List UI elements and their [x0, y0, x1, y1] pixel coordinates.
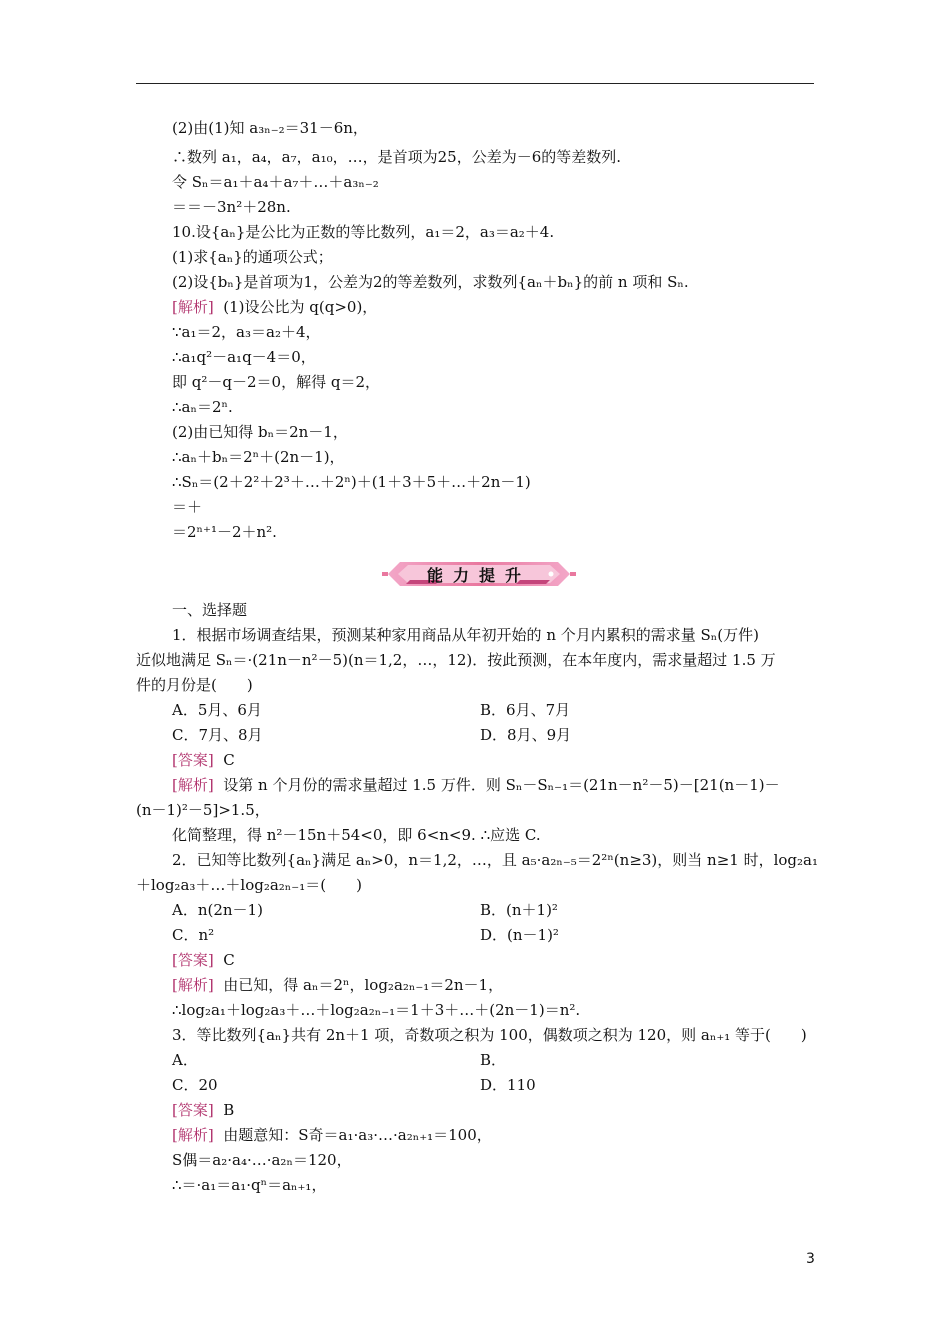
answer-tag: [答案]: [172, 751, 214, 769]
text-line: 令 Sₙ＝a₁＋a₄＋a₇＋…＋a₃ₙ₋₂: [172, 173, 379, 191]
text-line: ∴aₙ＋bₙ＝2ⁿ＋(2n－1)，: [172, 448, 345, 466]
banner-title: 能力提升: [426, 566, 531, 585]
text-line: ＝＋: [172, 498, 203, 516]
option-c: C．7月、8月: [172, 726, 263, 744]
answer-value: B: [223, 1101, 235, 1119]
question-3-line: 3．等比数列{aₙ}共有 2n＋1 项，奇数项之积为 100，偶数项之积为 120，则 aₙ₊₁ 等于( ): [172, 1026, 807, 1044]
analysis-tag: [解析]: [172, 298, 214, 316]
option-a: A．5月、6月: [172, 701, 262, 719]
analysis-tag: [解析]: [172, 1126, 214, 1144]
text: 由已知，得 aₙ＝2ⁿ，log₂a₂ₙ₋₁＝2n－1，: [223, 976, 504, 994]
option-a: A．n(2n－1): [172, 901, 263, 919]
question-2-line: ＋log₂a₃＋…＋log₂a₂ₙ₋₁＝( ): [136, 876, 362, 894]
text-line: ∵a₁＝2，a₃＝a₂＋4，: [172, 323, 321, 341]
analysis-line: [172, 1125, 492, 1145]
option-c: C．20: [172, 1076, 218, 1094]
question-10-stem: 10.设{aₙ}是公比为正数的等比数列，a₁＝2，a₃＝a₂＋4.: [172, 223, 555, 241]
analysis-tag: [解析]: [172, 776, 214, 794]
question-1-options-row: [172, 725, 822, 745]
answer-tag: [答案]: [172, 951, 214, 969]
text-line: ∴a₁q²－a₁q－4＝0，: [172, 348, 316, 366]
text-line: S偶＝a₂·a₄·…·a₂ₙ＝120，: [172, 1151, 352, 1169]
header-rule: [136, 83, 814, 84]
text: 由题意知：S奇＝a₁·a₃·…·a₂ₙ₊₁＝100，: [223, 1126, 492, 1144]
analysis-line: [172, 297, 377, 317]
page-number: 3: [806, 1251, 815, 1267]
analysis-tag: [解析]: [172, 976, 214, 994]
text-line: (1)求{aₙ}的通项公式；: [172, 248, 333, 266]
text-line: ∴数列 a₁，a₄，a₇，a₁₀，…，是首项为25，公差为－6的等差数列.: [172, 148, 622, 166]
question-2-options-row: [172, 900, 822, 920]
answer-line: [172, 950, 235, 970]
question-1-line: 近似地满足 Sₙ＝·(21n－n²－5)(n＝1,2，…，12)．按此预测，在本年度内，需求量超过 1.5 万: [136, 651, 776, 669]
option-d: D．(n－1)²: [480, 926, 559, 944]
option-a: A．: [172, 1051, 198, 1069]
analysis-line: [172, 775, 780, 795]
option-d: D．8月、9月: [480, 726, 572, 744]
text: 设第 n 个月份的需求量超过 1.5 万件．则 Sₙ－Sₙ₋₁＝(21n－n²－5)－[21(n－1)－: [223, 776, 780, 794]
question-1-options-row: [172, 700, 822, 720]
answer-value: C: [223, 751, 235, 769]
section-title: 一、选择题: [172, 601, 248, 619]
text-line: (2)设{bₙ}是首项为1，公差为2的等差数列，求数列{aₙ＋bₙ}的前 n 项和 Sₙ.: [172, 273, 689, 291]
option-c: C．n²: [172, 926, 215, 944]
option-b: B．: [480, 1051, 507, 1069]
text-line: (n－1)²－5]>1.5，: [136, 801, 270, 819]
text-line: (2)由(1)知 a₃ₙ₋₂＝31－6n，: [172, 119, 368, 137]
option-d: D．110: [480, 1076, 536, 1094]
text-line: ∴log₂a₁＋log₂a₃＋…＋log₂a₂ₙ₋₁＝1＋3＋…＋(2n－1)＝n².: [172, 1001, 581, 1019]
section-banner: [380, 560, 578, 588]
text-line: 即 q²－q－2＝0，解得 q＝2，: [172, 373, 380, 391]
question-1-line: 件的月份是( ): [136, 676, 253, 694]
answer-line: [172, 1100, 234, 1120]
question-3-options-row: [172, 1050, 822, 1070]
option-b: B．6月、7月: [480, 701, 571, 719]
text: (1)设公比为 q(q>0)，: [223, 298, 378, 316]
analysis-line: [172, 975, 503, 995]
answer-tag: [答案]: [172, 1101, 214, 1119]
question-3-options-row: [172, 1075, 822, 1095]
text-line: ∴＝·a₁＝a₁·qⁿ＝aₙ₊₁，: [172, 1176, 327, 1194]
question-1-line: 1．根据市场调查结果，预测某种家用商品从年初开始的 n 个月内累积的需求量 Sₙ(万件): [172, 626, 759, 644]
text-line: ∴Sₙ＝(2＋2²＋2³＋…＋2ⁿ)＋(1＋3＋5＋…＋2n－1): [172, 473, 531, 491]
text-line: 化简整理，得 n²－15n＋54<0，即 6<n<9. ∴应选 C.: [172, 826, 541, 844]
text-line: ＝2ⁿ⁺¹－2＋n².: [172, 523, 277, 541]
text-line: ∴aₙ＝2ⁿ.: [172, 398, 233, 416]
text-line: ＝＝－3n²＋28n.: [172, 198, 291, 216]
question-2-line: 2．已知等比数列{aₙ}满足 aₙ>0，n＝1,2，…，且 a₅·a₂ₙ₋₅＝2²ⁿ(n≥3)，则当 n≥1 时，log₂a₁: [172, 851, 818, 869]
option-b: B．(n＋1)²: [480, 901, 558, 919]
text-line: (2)由已知得 bₙ＝2n－1，: [172, 423, 348, 441]
question-2-options-row: [172, 925, 822, 945]
answer-value: C: [223, 951, 235, 969]
answer-line: [172, 750, 235, 770]
